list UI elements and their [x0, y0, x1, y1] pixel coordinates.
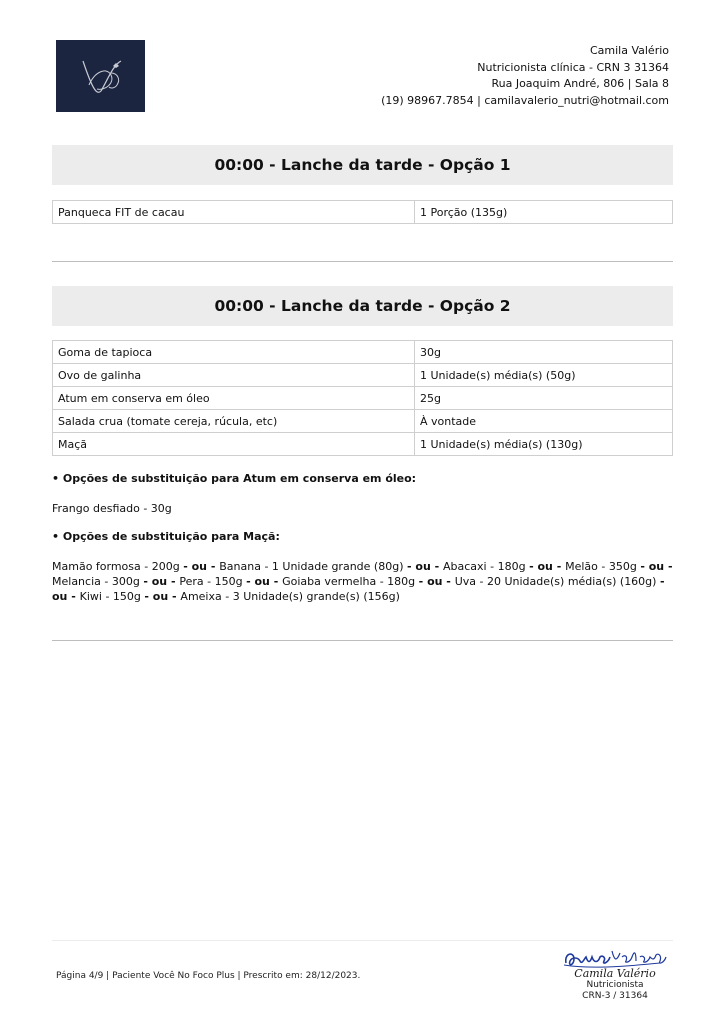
meal-option-1-table [52, 200, 673, 224]
table-row [53, 341, 673, 364]
food-name: Goma de tapioca [53, 341, 415, 364]
food-name: Ovo de galinha [53, 364, 415, 387]
meal-option-1-title: 00:00 - Lanche da tarde - Opção 1 [52, 145, 673, 185]
or-separator: ou [427, 575, 443, 588]
food-quantity: À vontade [415, 410, 673, 433]
or-separator: ou [151, 575, 168, 588]
food-quantity: 1 Unidade(s) média(s) (50g) [415, 364, 673, 387]
signature-role: Nutricionista [586, 980, 644, 990]
or-separator: ou [415, 560, 431, 573]
table-row [53, 387, 673, 410]
substitution-option: Mamão formosa - 200g [52, 560, 180, 573]
professional-address: Rua Joaquim André, 806 | Sala 8 [491, 77, 669, 90]
food-name: Panqueca FIT de cacau [53, 201, 415, 224]
or-separator: ou [52, 590, 68, 603]
food-name: Salada crua (tomate cereja, rúcula, etc) [53, 410, 415, 433]
section-divider [52, 261, 673, 262]
substitution-option: Melão - 350g [565, 560, 637, 573]
signature-name: Camila Valério [574, 967, 656, 980]
page-footer: Página 4/9 | Paciente Você No Foco Plus | Prescrito em: 28/12/2023. [56, 971, 361, 981]
food-quantity: 25g [415, 387, 673, 410]
substitution-option: Kiwi - 150g [79, 590, 141, 603]
professional-name: Camila Valério [589, 44, 669, 57]
professional-info [381, 43, 669, 109]
or-separator: ou [254, 575, 270, 588]
food-name: Maçã [53, 433, 415, 456]
substitution-option: Pera - 150g [179, 575, 243, 588]
table-row [53, 410, 673, 433]
professional-contact: (19) 98967.7854 | camilavalerio_nutri@hotmail.com [381, 93, 669, 107]
food-quantity: 1 Unidade(s) média(s) (130g) [415, 433, 673, 456]
or-separator: ou [152, 590, 169, 603]
or-separator: ou [648, 560, 665, 573]
meal-option-2-title: 00:00 - Lanche da tarde - Opção 2 [52, 286, 673, 326]
signature-stamp [560, 945, 670, 1005]
professional-title: Nutricionista clínica - CRN 3 31364 [477, 60, 669, 74]
food-quantity: 1 Porção (135g) [415, 201, 673, 224]
substitution-option: Uva - 20 Unidade(s) média(s) (160g) [454, 575, 657, 588]
substitution-title-tuna: • Opções de substituição para Atum em conserva em óleo: [52, 472, 417, 485]
substitution-option: Goiaba vermelha - 180g [282, 575, 416, 588]
substitution-title-apple: • Opções de substituição para Maçã: [52, 530, 280, 543]
logo-monogram-icon [71, 51, 131, 101]
signature-crn: CRN-3 / 31364 [582, 991, 648, 1001]
table-row [53, 433, 673, 456]
table-row [53, 201, 673, 224]
substitution-options-apple: Mamão formosa - 200g - ou - Banana - 1 Unidade grande (80g) - ou - Abacaxi - 180g - ou - Melão - 350g - ou - Melancia - 300g - ou - Pera - 150g - ou - Goiaba vermelha - 180g - ou - Uva - 20 Unidade(s) média(s) (160g) - ou - Kiwi - 150g - ou - Ameixa - 3 Unidade(s) grande(s) (156g) [52, 560, 673, 603]
or-separator: ou [537, 560, 553, 573]
meal-option-2-table [52, 340, 673, 456]
substitution-option: Melancia - 300g [52, 575, 140, 588]
substitution-option: Ameixa - 3 Unidade(s) grande(s) (156g) [180, 590, 400, 603]
table-row [53, 364, 673, 387]
footer-divider [52, 940, 673, 941]
or-separator: ou [191, 560, 207, 573]
substitution-option: Abacaxi - 180g [443, 560, 526, 573]
substitution-options-tuna: Frango desfiado - 30g [52, 502, 172, 515]
substitution-option: Banana - 1 Unidade grande (80g) [219, 560, 404, 573]
logo [56, 40, 145, 112]
food-quantity: 30g [415, 341, 673, 364]
food-name: Atum em conserva em óleo [53, 387, 415, 410]
section-divider [52, 640, 673, 641]
